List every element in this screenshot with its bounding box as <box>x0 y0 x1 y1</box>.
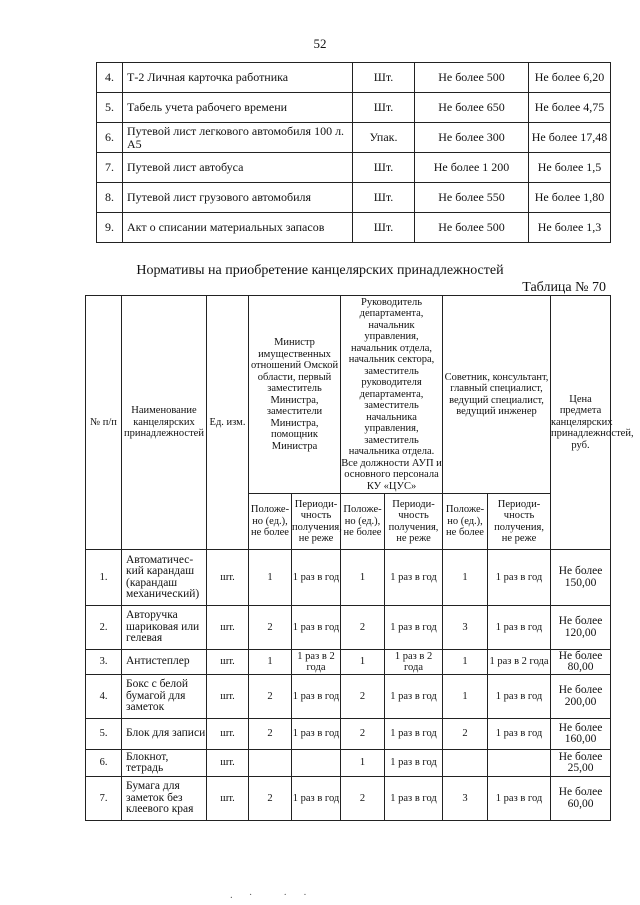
qty-heads: 1 <box>341 650 385 675</box>
qty-heads: 2 <box>341 606 385 650</box>
period-ministers: 1 раз в год <box>292 606 341 650</box>
unit: шт. <box>207 650 249 675</box>
unit: Шт. <box>353 183 415 213</box>
price: Не более 150,00 <box>551 550 611 606</box>
unit: Шт. <box>353 153 415 183</box>
qty-heads: 1 <box>341 550 385 606</box>
qty-specialists: 1 <box>443 675 488 719</box>
header-period-1: Периоди-чность получения, не реже <box>292 494 341 550</box>
unit: Шт. <box>353 63 415 93</box>
price: Не более 160,00 <box>551 719 611 750</box>
qty-specialists: 3 <box>443 606 488 650</box>
row-number: 4. <box>97 63 123 93</box>
period-ministers <box>292 750 341 777</box>
top-table-row <box>97 153 611 183</box>
section-title: Нормативы на приобретение канцелярских принадлежностей <box>136 263 504 278</box>
quantity: Не более 500 <box>415 213 529 243</box>
page-number: 52 <box>313 36 327 51</box>
item-name: Путевой лист легкового автомобиля 100 л. А5 <box>123 123 353 153</box>
table-row <box>86 719 611 750</box>
top-table <box>96 62 611 243</box>
unit: Упак. <box>353 123 415 153</box>
qty-ministers: 1 <box>249 550 292 606</box>
price: Не более 200,00 <box>551 675 611 719</box>
table-row <box>86 750 611 777</box>
top-table-row <box>97 183 611 213</box>
header-group-ministers: Министр имущественных отношений Омской области, первый заместитель Министра, заместители Министра, помощник Министра <box>249 296 341 494</box>
row-number: 9. <box>97 213 123 243</box>
period-specialists: 1 раз в год <box>488 719 551 750</box>
period-specialists: 1 раз в 2 года <box>488 650 551 675</box>
qty-ministers: 2 <box>249 675 292 719</box>
table-row <box>86 606 611 650</box>
qty-heads: 1 <box>341 750 385 777</box>
unit: шт. <box>207 550 249 606</box>
top-table-row <box>97 93 611 123</box>
period-heads: 1 раз в год <box>385 675 443 719</box>
header-qty-2: Положе-но (ед.), не более <box>341 494 385 550</box>
row-number: 1. <box>86 550 122 606</box>
item-name: Антистеплер <box>122 650 207 675</box>
page-bottom-artifact: . · · · <box>230 889 308 901</box>
row-number: 5. <box>86 719 122 750</box>
qty-ministers <box>249 750 292 777</box>
qty-specialists: 1 <box>443 650 488 675</box>
price: Не более 1,5 <box>529 153 611 183</box>
row-number: 5. <box>97 93 123 123</box>
period-heads: 1 раз в год <box>385 719 443 750</box>
unit: шт. <box>207 750 249 777</box>
period-ministers: 1 раз в год <box>292 675 341 719</box>
unit: шт. <box>207 606 249 650</box>
price: Не более 1,80 <box>529 183 611 213</box>
period-specialists: 1 раз в год <box>488 777 551 821</box>
qty-heads: 2 <box>341 719 385 750</box>
period-heads: 1 раз в год <box>385 777 443 821</box>
qty-ministers: 2 <box>249 719 292 750</box>
period-specialists: 1 раз в год <box>488 550 551 606</box>
table-row <box>86 777 611 821</box>
header-unit: Ед. изм. <box>207 296 249 550</box>
quantity: Не более 550 <box>415 183 529 213</box>
top-table-body <box>97 63 611 243</box>
period-specialists <box>488 750 551 777</box>
item-name: Акт о списании материальных запасов <box>123 213 353 243</box>
table-number: Таблица № 70 <box>522 280 606 295</box>
item-name: Бумага для заметок без клеевого края <box>122 777 207 821</box>
header-price: Цена предмета канцелярских принадлежностей, руб. <box>551 296 611 550</box>
period-ministers: 1 раз в год <box>292 550 341 606</box>
table-row <box>86 550 611 606</box>
row-number: 3. <box>86 650 122 675</box>
price: Не более 80,00 <box>551 650 611 675</box>
main-table-header <box>86 296 634 550</box>
item-name: Бокс с белой бумагой для заметок <box>122 675 207 719</box>
header-group-heads: Руководитель департамента, начальник управления, начальник отдела, начальник сектора, заместитель руководителя департамента, заместитель начальника управления, заместитель начальника отдела. Все должности АУП и основного персонала КУ «ЦУС» <box>341 296 442 492</box>
qty-ministers: 1 <box>249 650 292 675</box>
period-ministers: 1 раз в 2 года <box>292 650 341 675</box>
item-name: Блок для записи <box>122 719 207 750</box>
main-table-body <box>86 550 611 821</box>
price: Не более 4,75 <box>529 93 611 123</box>
item-name: Т-2 Личная карточка работника <box>123 63 353 93</box>
row-number: 7. <box>97 153 123 183</box>
header-num: № п/п <box>86 296 122 550</box>
quantity: Не более 300 <box>415 123 529 153</box>
price: Не более 17,48 <box>529 123 611 153</box>
header-period-2: Периоди-чность получения, не реже <box>385 494 443 550</box>
period-heads: 1 раз в 2 года <box>385 650 443 675</box>
header-qty-3: Положе-но (ед.), не более <box>443 494 488 550</box>
row-number: 8. <box>97 183 123 213</box>
row-number: 4. <box>86 675 122 719</box>
item-name: Путевой лист автобуса <box>123 153 353 183</box>
item-name: Блокнот, тетрадь <box>122 750 207 777</box>
row-number: 7. <box>86 777 122 821</box>
main-table <box>85 295 634 821</box>
top-table-row <box>97 63 611 93</box>
period-specialists: 1 раз в год <box>488 606 551 650</box>
period-heads: 1 раз в год <box>385 750 443 777</box>
qty-specialists: 2 <box>443 719 488 750</box>
unit: Шт. <box>353 213 415 243</box>
qty-heads: 2 <box>341 777 385 821</box>
header-group-specialists: Советник, консультант, главный специалист, ведущий специалист, ведущий инженер <box>443 296 551 494</box>
qty-ministers: 2 <box>249 777 292 821</box>
price: Не более 120,00 <box>551 606 611 650</box>
unit: шт. <box>207 777 249 821</box>
qty-specialists: 3 <box>443 777 488 821</box>
header-name: Наименование канцелярских принадлежностей <box>122 296 207 550</box>
qty-heads: 2 <box>341 675 385 719</box>
item-name: Табель учета рабочего времени <box>123 93 353 123</box>
price: Не более 6,20 <box>529 63 611 93</box>
row-number: 2. <box>86 606 122 650</box>
qty-ministers: 2 <box>249 606 292 650</box>
item-name: Путевой лист грузового автомобиля <box>123 183 353 213</box>
unit: шт. <box>207 675 249 719</box>
period-ministers: 1 раз в год <box>292 719 341 750</box>
row-number: 6. <box>86 750 122 777</box>
item-name: Авторучка шариковая или гелевая <box>122 606 207 650</box>
quantity: Не более 500 <box>415 63 529 93</box>
unit: Шт. <box>353 93 415 123</box>
price: Не более 25,00 <box>551 750 611 777</box>
qty-specialists <box>443 750 488 777</box>
header-period-3: Периоди-чность получения, не реже <box>488 494 551 550</box>
quantity: Не более 1 200 <box>415 153 529 183</box>
item-name: Автоматичес-кий карандаш (карандаш механический) <box>122 550 207 606</box>
row-number: 6. <box>97 123 123 153</box>
unit: шт. <box>207 719 249 750</box>
table-row <box>86 650 611 675</box>
header-qty-1: Положе-но (ед.), не более <box>249 494 292 550</box>
period-specialists: 1 раз в год <box>488 675 551 719</box>
period-ministers: 1 раз в год <box>292 777 341 821</box>
top-table-row <box>97 123 611 153</box>
top-table-row <box>97 213 611 243</box>
qty-specialists: 1 <box>443 550 488 606</box>
period-heads: 1 раз в год <box>385 550 443 606</box>
table-row <box>86 675 611 719</box>
price: Не более 1,3 <box>529 213 611 243</box>
price: Не более 60,00 <box>551 777 611 821</box>
quantity: Не более 650 <box>415 93 529 123</box>
period-heads: 1 раз в год <box>385 606 443 650</box>
